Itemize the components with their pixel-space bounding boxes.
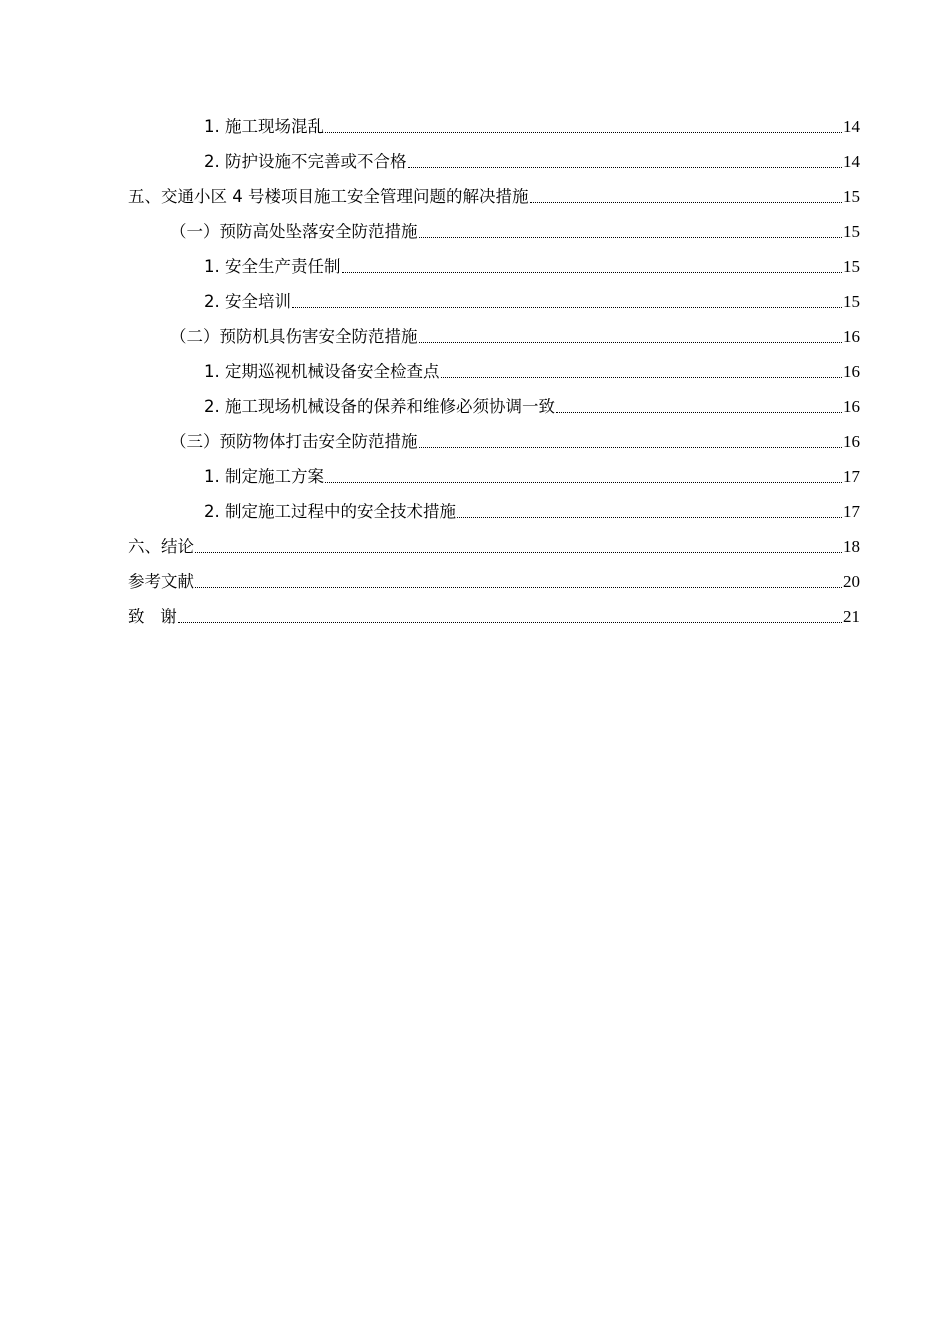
- toc-entry-title: 致 谢: [128, 607, 177, 626]
- toc-entry[interactable]: [128, 598, 860, 633]
- toc-entry[interactable]: [128, 423, 860, 458]
- toc-dot-leader: [408, 167, 843, 168]
- toc-dot-leader: [342, 272, 843, 273]
- toc-entry[interactable]: [128, 388, 860, 423]
- toc-page-number: 16: [843, 327, 860, 346]
- toc-page-number: 15: [843, 257, 860, 276]
- toc-dot-leader: [325, 132, 842, 133]
- toc-page-number: 16: [843, 432, 860, 451]
- toc-entry-title: 五、交通小区 4 号楼项目施工安全管理问题的解决措施: [128, 187, 529, 206]
- toc-page-number: 14: [843, 152, 860, 171]
- toc-page-number: 15: [843, 292, 860, 311]
- toc-dot-leader: [178, 622, 842, 623]
- toc-page-number: 16: [843, 397, 860, 416]
- toc-dot-leader: [556, 412, 842, 413]
- toc-dot-leader: [530, 202, 843, 203]
- toc-entry[interactable]: [128, 283, 860, 318]
- toc-entry[interactable]: [128, 528, 860, 563]
- toc-entry[interactable]: [128, 353, 860, 388]
- toc-entry-title: 2. 防护设施不完善或不合格: [204, 152, 407, 171]
- toc-entry-title: 1. 制定施工方案: [204, 467, 324, 486]
- toc-entry-title: 2. 安全培训: [204, 292, 291, 311]
- toc-entry[interactable]: [128, 213, 860, 248]
- toc-entry[interactable]: [128, 108, 860, 143]
- toc-page-number: 20: [843, 572, 860, 591]
- toc-dot-leader: [419, 237, 843, 238]
- toc-entry[interactable]: [128, 318, 860, 353]
- toc-dot-leader: [195, 552, 842, 553]
- toc-entry[interactable]: [128, 178, 860, 213]
- toc-page-number: 21: [843, 607, 860, 626]
- toc-page-number: 16: [843, 362, 860, 381]
- toc-entry[interactable]: [128, 143, 860, 178]
- toc-dot-leader: [441, 377, 843, 378]
- toc-entry-title: 1. 安全生产责任制: [204, 257, 341, 276]
- toc-entry-title: （三）预防物体打击安全防范措施: [170, 432, 418, 451]
- toc-entry[interactable]: [128, 458, 860, 493]
- toc-dot-leader: [195, 587, 842, 588]
- toc-dot-leader: [292, 307, 842, 308]
- toc-dot-leader: [457, 517, 842, 518]
- toc-entry-title: 2. 施工现场机械设备的保养和维修必须协调一致: [204, 397, 555, 416]
- toc-entry-title: 六、结论: [128, 537, 194, 556]
- toc-entry[interactable]: [128, 493, 860, 528]
- toc-entry-title: （二）预防机具伤害安全防范措施: [170, 327, 418, 346]
- toc-entry-title: 1. 施工现场混乱: [204, 117, 324, 136]
- toc-page-number: 15: [843, 222, 860, 241]
- toc-entry[interactable]: [128, 248, 860, 283]
- toc-page-number: 17: [843, 502, 860, 521]
- toc-page-number: 17: [843, 467, 860, 486]
- toc-page-number: 14: [843, 117, 860, 136]
- table-of-contents: [128, 108, 860, 633]
- toc-entry[interactable]: [128, 563, 860, 598]
- toc-dot-leader: [325, 482, 842, 483]
- toc-entry-title: 2. 制定施工过程中的安全技术措施: [204, 502, 456, 521]
- toc-page-number: 18: [843, 537, 860, 556]
- toc-dot-leader: [419, 342, 843, 343]
- toc-page-number: 15: [843, 187, 860, 206]
- toc-entry-title: （一）预防高处坠落安全防范措施: [170, 222, 418, 241]
- toc-entry-title: 参考文献: [128, 572, 194, 591]
- toc-entry-title: 1. 定期巡视机械设备安全检查点: [204, 362, 440, 381]
- toc-dot-leader: [419, 447, 843, 448]
